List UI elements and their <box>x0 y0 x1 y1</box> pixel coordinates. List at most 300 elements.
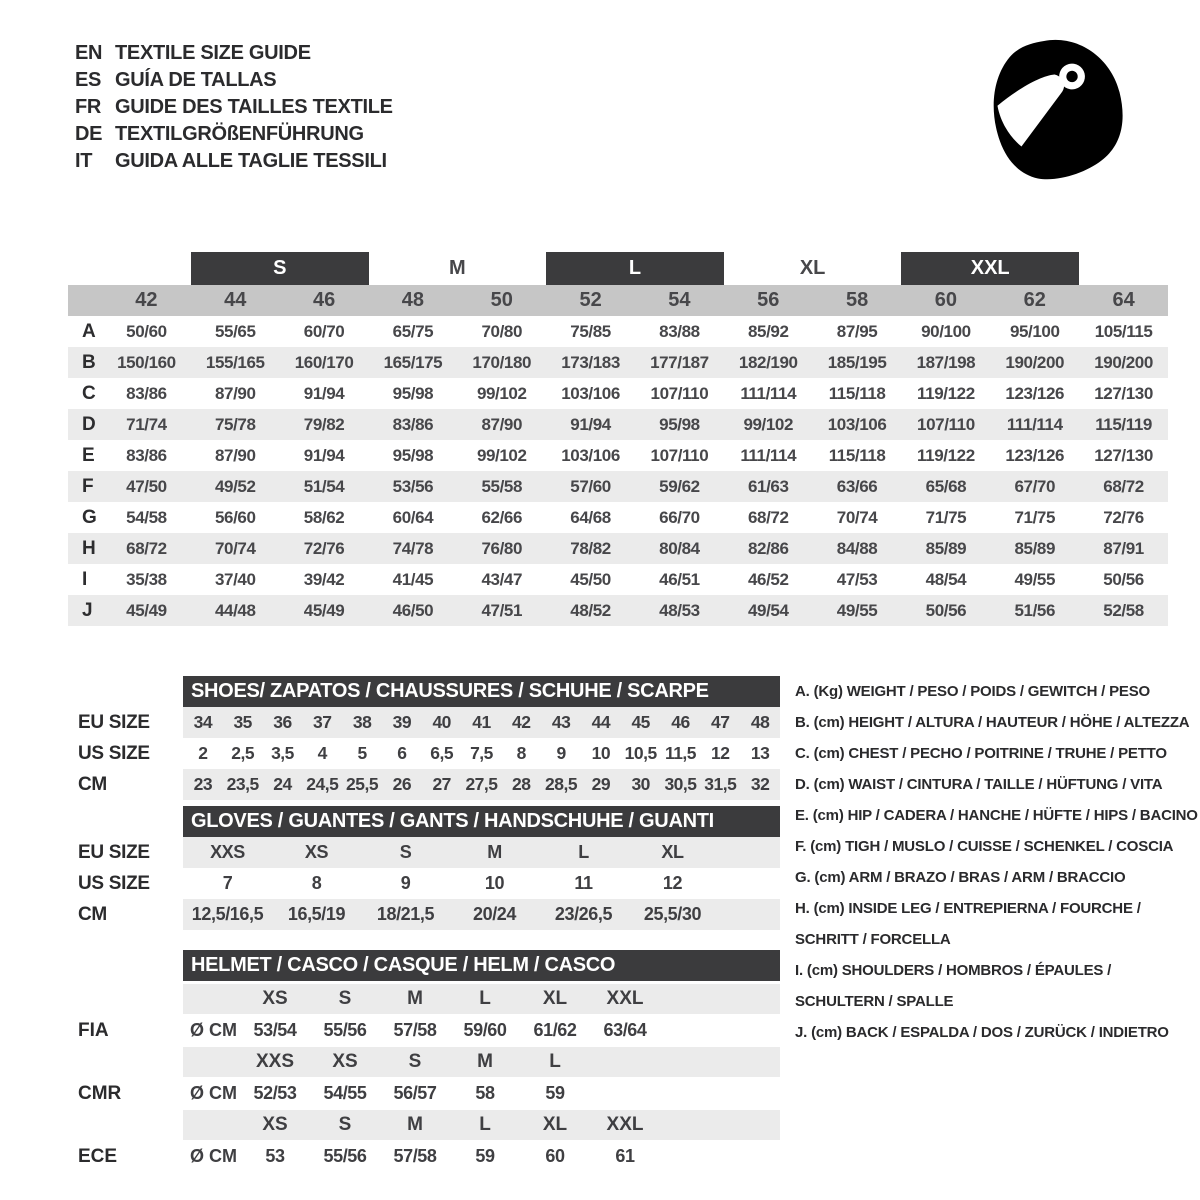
size-label: XS <box>262 1114 288 1135</box>
table-cell: 27,5 <box>465 774 498 794</box>
table-cell: 9 <box>556 743 566 763</box>
size-label: XXL <box>606 1114 644 1135</box>
numeric-size: 44 <box>224 289 247 311</box>
table-cell: 187/198 <box>916 352 976 372</box>
table-cell: 37/40 <box>214 569 256 589</box>
table-cell: 91/94 <box>570 414 611 434</box>
table-cell: 177/187 <box>650 352 709 372</box>
table-cell: 107/110 <box>650 445 709 465</box>
table-cell: 35/38 <box>126 569 167 589</box>
table-cell: 87/90 <box>214 445 256 465</box>
table-cell: 28,5 <box>545 774 578 794</box>
standard-name: FIA <box>78 1019 109 1041</box>
table-cell: 115/118 <box>828 445 886 465</box>
size-label: XXL <box>606 988 644 1009</box>
table-cell: 155/165 <box>205 352 265 372</box>
table-cell: 55/58 <box>481 476 523 496</box>
table-cell: 49/55 <box>1014 569 1056 589</box>
table-cell: 12,5/16,5 <box>191 904 264 924</box>
language-line <box>75 148 393 175</box>
language-title-list <box>75 40 393 175</box>
table-cell: 99/102 <box>476 445 527 465</box>
table-cell: 61 <box>615 1146 635 1166</box>
table-cell: 45/49 <box>126 600 167 620</box>
row-letter: C <box>82 382 96 404</box>
legend-line: B. (cm) HEIGHT / ALTURA / HAUTEUR / HÖHE / ALTEZZA <box>795 714 1190 731</box>
numeric-size: 50 <box>490 289 513 311</box>
table-row <box>68 440 1168 471</box>
table-cell: 39 <box>392 712 412 732</box>
table-cell: 95/98 <box>392 445 434 465</box>
size-group-label: L <box>546 252 724 285</box>
table-cell: 35 <box>233 712 252 732</box>
guide-title: TEXTILGRÖßENFÜHRUNG <box>115 123 364 145</box>
gloves-table <box>78 837 780 930</box>
table-cell: 111/114 <box>740 445 797 465</box>
table-cell: 103/106 <box>561 383 620 403</box>
table-cell: 111/114 <box>740 383 797 403</box>
table-cell: 190/200 <box>1005 352 1065 372</box>
table-cell: 54/58 <box>126 507 167 527</box>
table-cell: 65/75 <box>392 321 434 341</box>
table-cell: 56/57 <box>393 1083 437 1103</box>
shoes-table <box>78 707 780 800</box>
table-cell: 107/110 <box>917 414 975 434</box>
language-code: ES <box>75 69 102 91</box>
table-cell: 12 <box>662 873 683 893</box>
row-letter: A <box>82 320 96 342</box>
table-cell: S <box>399 842 412 862</box>
shoes-section-title: SHOES/ ZAPATOS / CHAUSSURES / SCHUHE / SCARPE <box>183 676 780 707</box>
table-cell: 48 <box>750 712 770 732</box>
row-label: EU SIZE <box>78 841 150 863</box>
table-cell: 32 <box>750 774 770 794</box>
numeric-size: 48 <box>401 289 425 311</box>
table-cell: 53/56 <box>392 476 434 496</box>
table-cell: 115/119 <box>1095 414 1152 434</box>
table-cell: 61/63 <box>747 476 789 496</box>
numeric-size: 64 <box>1112 289 1135 311</box>
textile-measurement-table <box>68 316 1168 626</box>
table-cell: 83/86 <box>126 445 167 465</box>
row-letter: E <box>82 444 95 466</box>
table-cell: 43/47 <box>481 569 523 589</box>
table-cell: 46/50 <box>392 600 434 620</box>
table-cell: 78/82 <box>570 538 611 558</box>
table-cell: 68/72 <box>1103 476 1144 496</box>
size-label: L <box>479 1114 491 1135</box>
legend-line: D. (cm) WAIST / CINTURA / TAILLE / HÜFTUNG / VITA <box>795 776 1163 793</box>
numeric-size: 60 <box>934 289 958 311</box>
table-cell: L <box>578 842 589 862</box>
size-label: XXS <box>255 1051 295 1072</box>
table-cell: 8 <box>516 743 526 763</box>
table-cell: 76/80 <box>481 538 523 558</box>
table-cell: 123/126 <box>1005 383 1065 403</box>
helmet-size-header <box>183 1047 780 1077</box>
table-cell: 83/88 <box>659 321 700 341</box>
measurement-legend <box>795 676 1200 1048</box>
standard-name: CMR <box>78 1082 122 1104</box>
table-cell: 115/118 <box>828 383 886 403</box>
table-cell: 50/56 <box>1103 569 1144 589</box>
table-cell: 127/130 <box>1094 383 1153 403</box>
table-cell: 24,5 <box>306 774 339 794</box>
table-cell: 165/175 <box>383 352 443 372</box>
table-cell: 7,5 <box>470 743 493 763</box>
table-cell: 10,5 <box>624 743 657 763</box>
row-letter: F <box>82 475 94 497</box>
helmet-standard-block <box>78 984 780 1047</box>
gloves-row <box>78 899 780 930</box>
table-cell: 37 <box>313 712 332 732</box>
table-cell: 71/74 <box>126 414 167 434</box>
table-cell: 105/115 <box>1094 321 1153 341</box>
table-cell: 29 <box>591 774 611 794</box>
table-cell: 44/48 <box>214 600 256 620</box>
table-cell: 52/58 <box>1103 600 1144 620</box>
table-cell: 47/53 <box>836 569 878 589</box>
helmet-section-title: HELMET / CASCO / CASQUE / HELM / CASCO <box>183 950 780 981</box>
size-group-label: M <box>449 257 466 279</box>
table-cell: 64/68 <box>570 507 611 527</box>
table-cell: 91/94 <box>303 383 345 403</box>
gloves-row <box>78 837 780 868</box>
table-cell: XXS <box>210 842 245 862</box>
table-cell: 58/62 <box>303 507 345 527</box>
legend-line: H. (cm) INSIDE LEG / ENTREPIERNA / FOURCHE / <box>795 900 1141 917</box>
table-cell: 5 <box>357 743 367 763</box>
table-cell: 46 <box>671 712 690 732</box>
size-label: S <box>408 1051 422 1072</box>
table-row <box>68 471 1168 502</box>
table-cell: 182/190 <box>738 352 798 372</box>
language-line <box>75 94 393 121</box>
table-cell: 85/89 <box>925 538 967 558</box>
size-group <box>901 252 1079 285</box>
table-cell: 150/160 <box>117 352 176 372</box>
numeric-size: 58 <box>845 289 869 311</box>
table-cell: 43 <box>551 712 571 732</box>
table-cell: XL <box>661 842 684 862</box>
table-cell: 71/75 <box>925 507 967 527</box>
table-cell: 51/56 <box>1014 600 1056 620</box>
table-row <box>68 409 1168 440</box>
table-row <box>68 595 1168 626</box>
table-cell: 87/90 <box>214 383 256 403</box>
table-cell: 53/54 <box>253 1020 297 1040</box>
table-cell: 190/200 <box>1094 352 1153 372</box>
table-cell: 107/110 <box>650 383 709 403</box>
size-label: XL <box>542 1114 568 1135</box>
table-cell: 87/90 <box>481 414 523 434</box>
table-cell: 59 <box>475 1146 495 1166</box>
table-cell: 9 <box>400 873 411 893</box>
legend-line: F. (cm) TIGH / MUSLO / CUISSE / SCHENKEL / COSCIA <box>795 838 1174 855</box>
table-cell: 85/92 <box>747 321 789 341</box>
standard-name: ECE <box>78 1145 118 1167</box>
table-cell: 52/53 <box>253 1083 297 1103</box>
table-cell: M <box>487 842 502 862</box>
table-cell: 48/53 <box>659 600 700 620</box>
table-cell: 62/66 <box>481 507 523 527</box>
table-cell: 55/65 <box>214 321 256 341</box>
table-cell: 49/55 <box>836 600 878 620</box>
table-cell: 45/50 <box>570 569 611 589</box>
table-cell: 38 <box>352 712 372 732</box>
table-cell: 72/76 <box>1103 507 1144 527</box>
table-cell: 23/26,5 <box>554 904 613 924</box>
table-cell: 58 <box>475 1083 495 1103</box>
table-cell: 6 <box>397 743 407 763</box>
table-cell: 95/98 <box>659 414 700 434</box>
table-cell: 55/56 <box>323 1020 367 1040</box>
table-cell: 91/94 <box>303 445 345 465</box>
table-cell: 23,5 <box>226 774 259 794</box>
size-group-label: S <box>191 252 369 285</box>
table-cell: 103/106 <box>827 414 887 434</box>
table-cell: 3,5 <box>271 743 294 763</box>
size-label: L <box>549 1051 561 1072</box>
helmet-value-row <box>78 1014 780 1047</box>
size-label: S <box>338 1114 352 1135</box>
table-cell: 63/66 <box>836 476 878 496</box>
table-cell: 90/100 <box>921 321 971 341</box>
language-line <box>75 40 393 67</box>
table-cell: 39/42 <box>303 569 345 589</box>
table-cell: 12 <box>711 743 730 763</box>
table-cell: 20/24 <box>472 904 517 924</box>
language-code: EN <box>75 42 103 64</box>
diameter-unit: Ø CM <box>190 1083 237 1103</box>
size-label: M <box>407 1114 423 1135</box>
helmet-size-header <box>183 984 780 1014</box>
table-cell: 95/100 <box>1009 321 1060 341</box>
table-cell: 80/84 <box>659 538 700 558</box>
table-cell: 30 <box>631 774 650 794</box>
diameter-unit: Ø CM <box>190 1146 237 1166</box>
table-cell: 40 <box>432 712 451 732</box>
table-cell: 45/49 <box>303 600 345 620</box>
size-label: XL <box>542 988 568 1009</box>
shoes-row <box>78 738 780 769</box>
row-label: CM <box>78 903 107 925</box>
table-cell: 60/64 <box>392 507 434 527</box>
table-cell: 170/180 <box>472 352 532 372</box>
table-cell: 41/45 <box>392 569 434 589</box>
size-group <box>724 252 902 285</box>
table-cell: 68/72 <box>126 538 167 558</box>
racing-helmet-icon <box>975 28 1140 196</box>
table-cell: 72/76 <box>303 538 345 558</box>
row-letter: B <box>82 351 96 373</box>
table-row <box>68 502 1168 533</box>
table-cell: 103/106 <box>561 445 620 465</box>
helmet-table <box>78 984 780 1173</box>
guide-title: GUIDA ALLE TAGLIE TESSILI <box>115 150 387 172</box>
row-letter: I <box>82 568 88 590</box>
language-line <box>75 67 393 94</box>
table-cell: 173/183 <box>561 352 620 372</box>
helmet-standard-block <box>78 1110 780 1173</box>
table-cell: 74/78 <box>392 538 434 558</box>
table-cell: 49/54 <box>747 600 789 620</box>
language-code: FR <box>75 96 102 118</box>
table-cell: 57/60 <box>570 476 611 496</box>
language-code: DE <box>75 123 103 145</box>
table-cell: 84/88 <box>836 538 878 558</box>
table-cell: 42 <box>512 712 531 732</box>
table-cell: 87/95 <box>836 321 878 341</box>
table-cell: 10 <box>591 743 611 763</box>
size-label: XS <box>262 988 288 1009</box>
size-group-label: XL <box>799 257 826 279</box>
table-cell: 68/72 <box>747 507 789 527</box>
table-cell: 66/70 <box>659 507 700 527</box>
size-label: M <box>407 988 423 1009</box>
table-cell: 59/62 <box>659 476 700 496</box>
row-letter: G <box>82 506 97 528</box>
table-cell: 23 <box>193 774 213 794</box>
table-cell: 50/56 <box>925 600 967 620</box>
table-cell: 18/21,5 <box>376 904 435 924</box>
table-cell: 48/52 <box>570 600 611 620</box>
table-cell: 59 <box>545 1083 565 1103</box>
table-cell: 6,5 <box>430 743 454 763</box>
table-cell: 2 <box>198 743 208 763</box>
table-cell: 127/130 <box>1094 445 1153 465</box>
numeric-size: 62 <box>1023 289 1046 311</box>
legend-line: G. (cm) ARM / BRAZO / BRAS / ARM / BRACCIO <box>795 869 1126 886</box>
table-cell: 85/89 <box>1014 538 1056 558</box>
table-cell: 55/56 <box>323 1146 367 1166</box>
table-cell: 36 <box>273 712 292 732</box>
table-row <box>68 378 1168 409</box>
size-label: M <box>477 1051 493 1072</box>
legend-line: A. (Kg) WEIGHT / PESO / POIDS / GEWITCH / PESO <box>795 683 1150 700</box>
table-cell: 79/82 <box>303 414 345 434</box>
table-cell: 75/85 <box>570 321 611 341</box>
table-cell: 47 <box>711 712 730 732</box>
table-cell: 49/52 <box>214 476 256 496</box>
table-row <box>68 533 1168 564</box>
legend-line: E. (cm) HIP / CADERA / HANCHE / HÜFTE / HIPS / BACINO <box>795 807 1198 824</box>
row-letter: H <box>82 537 96 559</box>
table-cell: 11,5 <box>664 743 697 763</box>
table-cell: 70/80 <box>481 321 523 341</box>
table-cell: 46/51 <box>659 569 700 589</box>
table-cell: 160/170 <box>294 352 354 372</box>
table-cell: 45 <box>631 712 650 732</box>
table-cell: 46/52 <box>747 569 789 589</box>
table-cell: 25,5/30 <box>643 904 702 924</box>
table-cell: 57/58 <box>393 1020 437 1040</box>
row-letter: J <box>82 599 93 621</box>
table-cell: 53 <box>265 1146 285 1166</box>
table-cell: 48/54 <box>925 569 967 589</box>
table-cell: 63/64 <box>603 1020 647 1040</box>
shoes-row <box>78 769 780 800</box>
table-cell: 99/102 <box>743 414 794 434</box>
language-line <box>75 121 393 148</box>
helmet-size-header <box>183 1110 780 1140</box>
table-cell: 83/86 <box>126 383 167 403</box>
helmet-value-row <box>78 1077 780 1110</box>
row-label: US SIZE <box>78 872 150 894</box>
table-cell: 13 <box>750 743 770 763</box>
size-group <box>546 252 724 285</box>
table-cell: XS <box>304 842 329 862</box>
guide-title: TEXTILE SIZE GUIDE <box>115 42 311 64</box>
helmet-value-row <box>78 1140 780 1173</box>
table-cell: 51/54 <box>303 476 345 496</box>
helmet-standard-block <box>78 1047 780 1110</box>
table-cell: 70/74 <box>214 538 256 558</box>
table-cell: 57/58 <box>393 1146 437 1166</box>
shoes-row <box>78 707 780 738</box>
row-letter: D <box>82 413 96 435</box>
table-cell: 28 <box>512 774 531 794</box>
gloves-row <box>78 868 780 899</box>
size-label: S <box>338 988 352 1009</box>
table-cell: 2,5 <box>231 743 255 763</box>
table-cell: 119/122 <box>917 445 975 465</box>
table-cell: 34 <box>193 712 213 732</box>
table-cell: 60/70 <box>303 321 345 341</box>
table-cell: 95/98 <box>392 383 434 403</box>
row-label: US SIZE <box>78 742 150 764</box>
table-cell: 99/102 <box>476 383 527 403</box>
gloves-section-title: GLOVES / GUANTES / GANTS / HANDSCHUHE / GUANTI <box>183 806 780 837</box>
table-cell: 7 <box>222 873 233 893</box>
table-cell: 54/55 <box>323 1083 367 1103</box>
table-cell: 47/50 <box>126 476 167 496</box>
table-row <box>68 347 1168 378</box>
table-cell: 185/195 <box>827 352 887 372</box>
row-label: EU SIZE <box>78 711 150 733</box>
table-cell: 65/68 <box>925 476 967 496</box>
table-cell: 87/91 <box>1103 538 1144 558</box>
legend-line: SCHRITT / FORCELLA <box>795 931 951 948</box>
guide-title: GUIDE DES TAILLES TEXTILE <box>115 96 393 118</box>
table-cell: 27 <box>432 774 451 794</box>
table-cell: 47/51 <box>481 600 523 620</box>
table-cell: 119/122 <box>917 383 975 403</box>
table-cell: 24 <box>273 774 292 794</box>
row-label: CM <box>78 773 107 795</box>
size-group-header <box>191 252 1079 285</box>
table-row <box>68 316 1168 347</box>
table-cell: 71/75 <box>1014 507 1056 527</box>
table-cell: 56/60 <box>214 507 256 527</box>
numeric-size: 56 <box>757 289 780 311</box>
table-cell: 16,5/19 <box>287 904 346 924</box>
size-group <box>191 252 369 285</box>
table-cell: 111/114 <box>1006 414 1063 434</box>
table-cell: 123/126 <box>1005 445 1065 465</box>
size-label: L <box>479 988 491 1009</box>
table-cell: 25,5 <box>346 774 379 794</box>
size-label: XS <box>332 1051 358 1072</box>
legend-line: I. (cm) SHOULDERS / HOMBROS / ÉPAULES / <box>795 962 1112 979</box>
table-cell: 26 <box>392 774 412 794</box>
table-cell: 41 <box>472 712 491 732</box>
numeric-size-band <box>68 285 1168 316</box>
size-group <box>369 252 547 285</box>
table-cell: 11 <box>574 873 593 893</box>
legend-line: C. (cm) CHEST / PECHO / POITRINE / TRUHE / PETTO <box>795 745 1167 762</box>
table-cell: 83/86 <box>392 414 434 434</box>
